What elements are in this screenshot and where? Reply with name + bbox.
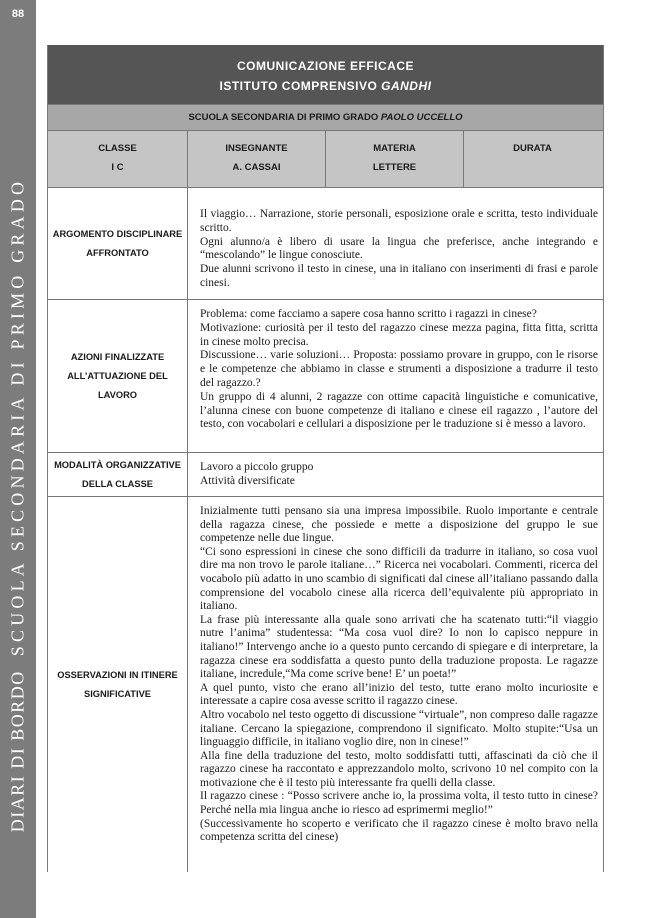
row-label: OSSERVAZIONI IN ITINERE SIGNIFICATIVE: [48, 497, 188, 872]
classe-cell: [48, 131, 188, 187]
spine-title-main: DIARI DI BORDO: [7, 670, 28, 833]
row-label: AZIONI FINALIZZATE ALL’ATTUAZIONE DEL LAVORO: [48, 300, 188, 452]
content-line: Alla fine della traduzione del testo, molto soddisfatti tutti, affascinati da ciò che il ragazzo cinese ha raccontato e apprezzandolo molto, scrivono 10 nel compito con la motivazione che è il testo più interessante fra quelli della classe.: [200, 749, 598, 789]
spine-title: [8, 178, 29, 832]
content-line: Un gruppo di 4 alunni, 2 ragazze con ottime capacità linguistiche e comunicative, l’alunna cinese con buone competenze di italiano e cinese eil ragazzo , l’autore del testo, con vocabolari e cellulari a disposizione per le traduzione si è messo a lavoro.: [200, 390, 598, 431]
content-line: Attività diversificate: [200, 474, 295, 487]
durata-cell: [464, 131, 601, 187]
insegnante-cell: [188, 131, 326, 187]
content-line: Altro vocabolo nel testo oggetto di discussione “virtuale”, non compreso dalle ragazze italiane. Cercano la spiegazione, comprendono il significato. Molto stupite:“Usa un linguaggio difficile, in italiano voglio dire, non in cinese!”: [200, 708, 598, 749]
durata-label: DURATA: [513, 143, 552, 154]
row-label: ARGOMENTO DISCIPLINARE AFFRONTATO: [48, 188, 188, 299]
school-prefix: SCUOLA SECONDARIA DI PRIMO GRADO: [188, 112, 379, 123]
row-azioni: [48, 300, 603, 453]
school-name: PAOLO UCCELLO: [380, 112, 463, 123]
header-institute: [48, 76, 603, 96]
materia-label: MATERIA: [373, 143, 416, 154]
classe-label: CLASSE: [98, 143, 137, 154]
lesson-table: [47, 45, 604, 872]
row-content: [188, 188, 603, 299]
table-header: [48, 45, 603, 104]
content-line: Inizialmente tutti pensano sia una impresa impossibile. Ruolo importante e centrale della ragazza cinese, che possiede e mette a disposizione del gruppo le sue competenze nelle due lingue.: [200, 505, 598, 545]
content-line: Lavoro a piccolo gruppo: [200, 461, 314, 473]
content-line: Ogni alunno/a è libero di usare la lingua che preferisce, anche integrando e “mescolando” le lingue conosciute.: [200, 235, 598, 262]
content-line: La frase più interessante alla quale sono arrivati che ha scatenato tutti:“il viaggio nutre l’anima” studentessa: “Ma cosa vuol dire? Io non lo capisco neppure in italiano!” Intervengo anche io a questo punto cercando di spiegare e di interpretare, la ragazza cinese era soddisfatta a questo punto della traduzione proposta. Le ragazze italiane, incredule,“Ma come scrive bene! E’ un poeta!”: [200, 613, 598, 681]
content-line: A quel punto, visto che erano all’inizio del testo, tutte erano molto incuriosite e interessate a capire cosa avesse scritto il ragazzo cinese.: [200, 681, 598, 708]
spine-title-sub: SCUOLA SECONDARIA DI PRIMO GRADO: [7, 177, 28, 657]
row-content: [188, 453, 603, 496]
content-line: Discussione… varie soluzioni… Proposta: possiamo provare in gruppo, con le risorse e le competenze che abbiamo in classe e strumenti a disposizione a tradurre il testo del ragazzo.?: [200, 349, 598, 389]
row-osservazioni: [48, 497, 603, 872]
row-modalita: [48, 453, 603, 497]
row-argomento: [48, 188, 603, 300]
insegnante-value: A. CASSAI: [232, 162, 281, 173]
materia-cell: [326, 131, 464, 187]
content-line: Problema: come facciamo a sapere cosa hanno scritto i ragazzi in cinese?: [200, 308, 537, 320]
header-title: COMUNICAZIONE EFFICACE: [237, 59, 414, 73]
content-line: (Successivamente ho scoperto e verificato che il ragazzo cinese è molto bravo nella competenza scritta del cinese): [200, 817, 598, 844]
materia-value: LETTERE: [372, 162, 417, 173]
row-content: [188, 300, 603, 452]
classe-value: I C: [111, 162, 124, 173]
info-row: [48, 131, 603, 188]
row-content: [188, 497, 603, 872]
page-number: 88: [11, 8, 25, 20]
insegnante-label: INSEGNANTE: [225, 143, 288, 154]
content-line: Due alunni scrivono il testo in cinese, una in italiano con inserimenti di frasi e parole cinesi.: [200, 263, 598, 289]
institute-name: GANDHI: [381, 79, 432, 93]
content-line: Il ragazzo cinese : “Posso scrivere anche io, la prossima volta, il testo tutto in cinese? Perché nella mia lingua anche io riesco ad esprimermi meglio!”: [200, 790, 598, 817]
row-label: MODALITÀ ORGANIZZATIVE DELLA CLASSE: [48, 453, 188, 496]
school-bar: [48, 104, 603, 131]
content-line: Motivazione: curiosità per il testo del ragazzo cinese mezza pagina, fitta fitta, scritta in cinese molto precisa.: [200, 321, 598, 348]
institute-prefix: ISTITUTO COMPRENSIVO: [219, 79, 378, 93]
content-line: Il viaggio… Narrazione, storie personali, esposizione orale e scritta, testo individuale scritto.: [200, 208, 598, 234]
content-line: “Ci sono espressioni in cinese che sono difficili da tradurre in italiano, so cosa vuol dire ma non trovo le parole italiane…” Ricerca nei vocabolari. Commenti, ricerca del vocabolo più adatto in uno scambio di significati dal cinese all’italiano passando dalla comprensione del vocabolo cinese alla ricerca dell’equivalente più appropriato in italiano.: [200, 545, 598, 613]
